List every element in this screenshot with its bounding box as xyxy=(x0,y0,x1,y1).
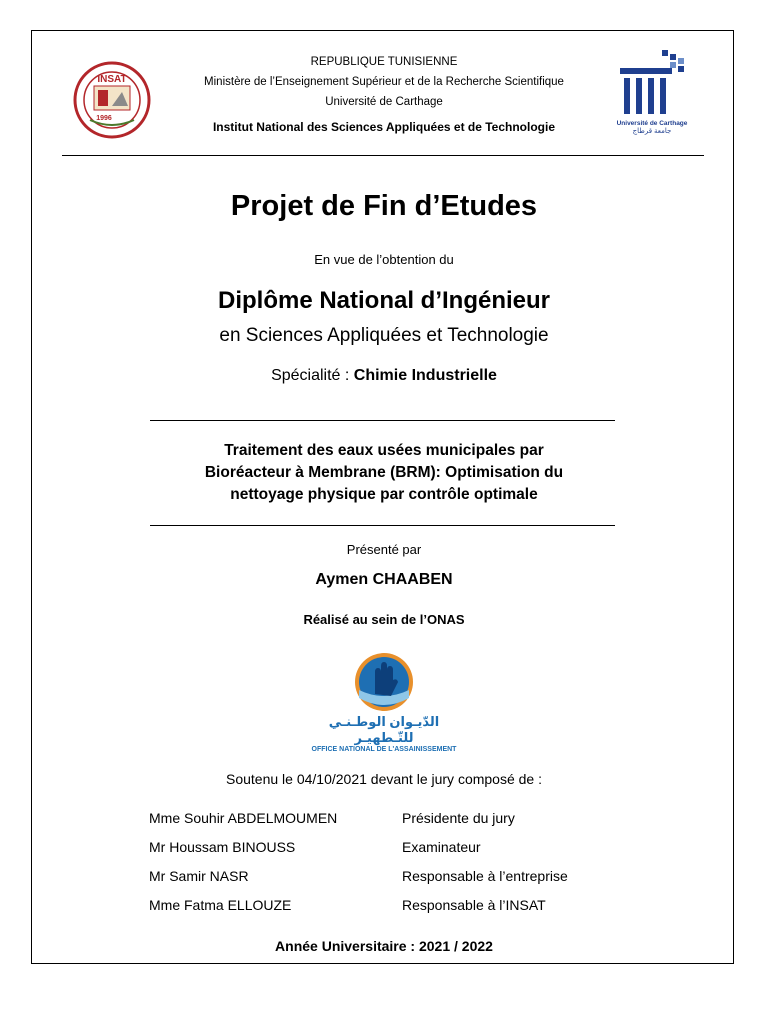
header-divider xyxy=(62,155,704,156)
thesis-line-1: Traitement des eaux usées municipales par xyxy=(224,442,544,459)
speciality-line xyxy=(0,367,768,385)
header-institute: Institut National des Sciences Appliquées et de Technologie xyxy=(212,120,556,134)
onas-logo xyxy=(303,650,465,753)
jury-role-4: Responsable à l’INSAT xyxy=(402,897,546,913)
carthage-logo xyxy=(612,48,692,148)
thesis-line-3: nettoyage physique par contrôle optimale xyxy=(230,486,538,503)
carthage-logo-label: Université de Carthage xyxy=(616,120,688,127)
jury-name-2: Mr Houssam BINOUSS xyxy=(149,839,296,855)
academic-year: Année Universitaire : 2021 / 2022 xyxy=(275,938,493,954)
jury-name-4: Mme Fatma ELLOUZE xyxy=(149,897,292,913)
jury-name-3: Mr Samir NASR xyxy=(149,868,249,884)
speciality-prefix: Spécialité : xyxy=(271,367,354,384)
header-university: Université de Carthage xyxy=(325,96,443,108)
defense-line: Soutenu le 04/10/2021 devant le jury composé de : xyxy=(226,771,542,787)
presented-by: Présenté par xyxy=(346,542,422,557)
carthage-logo-arabic: جامعة قرطاج xyxy=(632,128,672,135)
jury-role-2: Examinateur xyxy=(402,839,481,855)
diploma-field: en Sciences Appliquées et Technologie xyxy=(219,325,549,346)
jury-role-1: Présidente du jury xyxy=(402,810,515,826)
diploma-title: Diplôme National d’Ingénieur xyxy=(217,287,551,314)
page-title: Projet de Fin d’Etudes xyxy=(230,190,538,222)
onas-logo-arabic: الدّيـوان الوطـنـي للتّـطهيـر xyxy=(328,714,440,745)
thesis-top-divider xyxy=(150,420,615,421)
thesis-line-2: Bioréacteur à Membrane (BRM): Optimisation du xyxy=(204,464,564,481)
obtention-line: En vue de l’obtention du xyxy=(314,252,454,267)
insat-logo-text: INSAT xyxy=(97,74,127,85)
realised-prefix: Réalisé au sein de l’ xyxy=(303,612,427,627)
header-ministry: Ministère de l’Enseignement Supérieur et de la Recherche Scientifique xyxy=(204,76,564,88)
onas-logo-label: OFFICE NATIONAL DE L'ASSAINISSEMENT xyxy=(311,746,457,753)
jury-name-1: Mme Souhir ABDELMOUMEN xyxy=(149,810,338,826)
insat-logo xyxy=(72,60,152,140)
thesis-bottom-divider xyxy=(150,525,615,526)
speciality-value: Chimie Industrielle xyxy=(353,367,497,384)
author-name: Aymen CHAABEN xyxy=(315,571,453,588)
thesis-title xyxy=(150,440,618,506)
realised-line xyxy=(0,612,768,627)
header-republic: REPUBLIQUE TUNISIENNE xyxy=(310,56,458,68)
insat-logo-year: 1996 xyxy=(96,115,112,122)
jury-role-3: Responsable à l’entreprise xyxy=(402,868,568,884)
realised-org: ONAS xyxy=(427,612,465,627)
